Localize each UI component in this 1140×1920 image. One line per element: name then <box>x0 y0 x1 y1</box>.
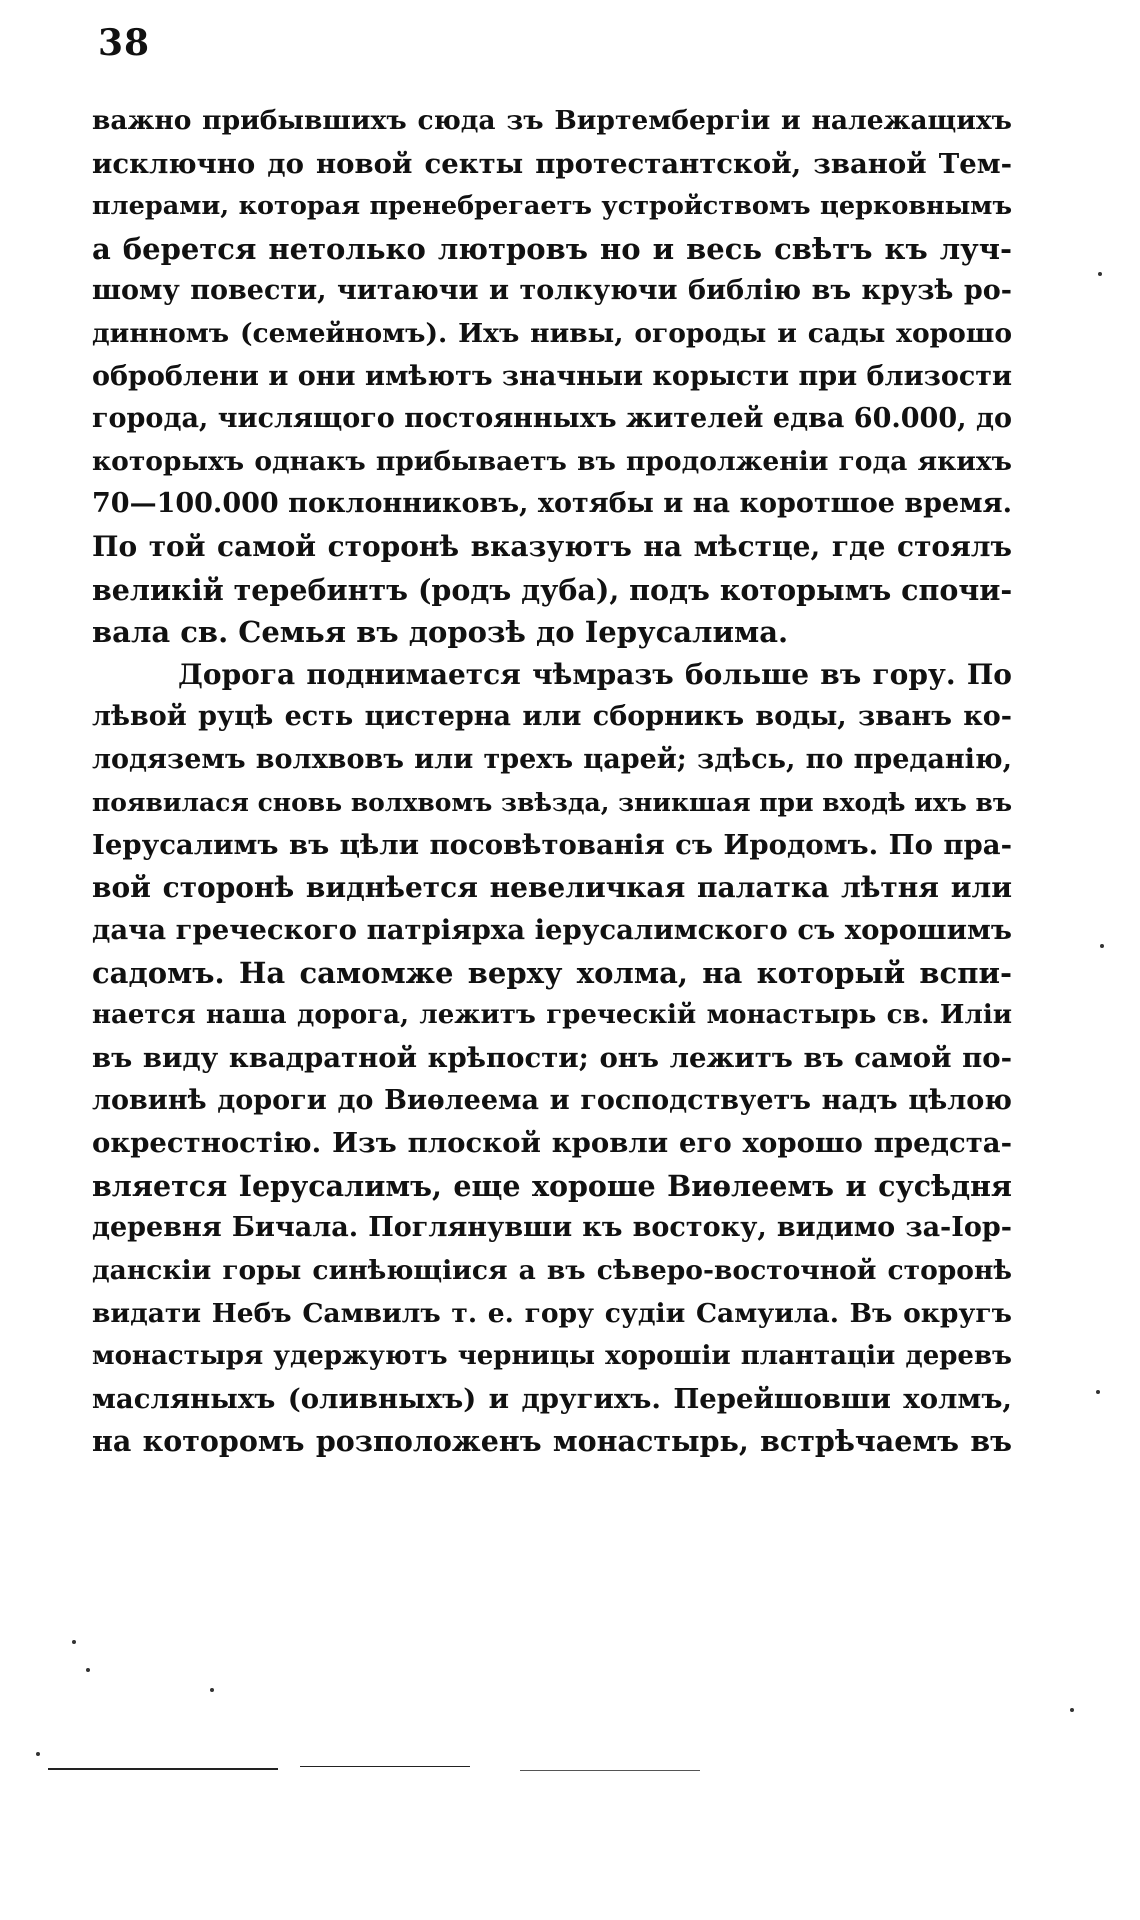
text-line: важно прибывшихъ сюда зъ Виртембергіи и належащихъ <box>92 105 1012 136</box>
text-line: Дорога поднимается чѣмразъ больше въ гору. По <box>178 657 1012 691</box>
text-line: видати Небъ Самвилъ т. е. гору судіи Самуила. Въ округъ <box>92 1297 1012 1329</box>
paragraph <box>92 100 1012 654</box>
scan-rule <box>48 1768 278 1770</box>
text-line: нается наша дорога, лежитъ греческій монастырь св. Иліи <box>92 1000 1012 1031</box>
page-number: 38 <box>98 22 151 64</box>
text-line: плерами, которая пренебрегаетъ устройствомъ церковнымъ <box>92 191 1012 222</box>
text-line: вала св. Семья въ дорозѣ до Іерусалима. <box>92 615 789 650</box>
text-line: города, числящого постоянныхъ жителей едва 60.000, до <box>92 403 1012 435</box>
text-line: 70—100.000 поклонниковъ, хотябы и на коротшое время. <box>92 488 1012 520</box>
text-line: монастыря удержуютъ черницы хорошіи плантаціи деревъ <box>92 1341 1012 1372</box>
text-line: лѣвой руцѣ есть цистерна или сборникъ воды, званъ ко- <box>92 701 1012 733</box>
scan-speck <box>210 1688 214 1692</box>
scan-speck <box>86 1668 90 1672</box>
scan-speck <box>1096 1390 1100 1394</box>
text-line: окрестностію. Изъ плоской кровли его хорошо предста- <box>92 1127 1012 1160</box>
text-line: дача греческого патріярха іерусалимского съ хорошимъ <box>92 914 1012 947</box>
text-line: которыхъ однакъ прибываетъ въ продолженіи года якихъ <box>92 445 1012 477</box>
scan-speck <box>1098 272 1102 276</box>
text-line: шому повести, читаючи и толкуючи библію въ крузѣ ро- <box>92 275 1012 307</box>
text-line: По той самой сторонѣ вказуютъ на мѣстце, где стоялъ <box>92 529 1012 563</box>
text-line: динномъ (семейномъ). Ихъ нивы, огороды и сады хорошо <box>92 317 1012 349</box>
text-line: вой сторонѣ виднѣется невеличкая палатка лѣтня или <box>92 870 1012 904</box>
text-line: лодяземъ волхвовъ или трехъ царей; здѣсь, по преданію, <box>92 743 1012 775</box>
text-line: деревня Бичала. Поглянувши къ востоку, видимо за-Іор- <box>92 1212 1012 1244</box>
text-line: Іерусалимъ въ цѣли посовѣтованія съ Иродомъ. По пра- <box>92 829 1012 862</box>
scan-speck <box>36 1752 40 1756</box>
scan-rule <box>520 1770 700 1771</box>
text-line: появилася сновь волхвомъ звѣзда, зникшая при входѣ ихъ въ <box>92 787 1013 817</box>
text-line: въ виду квадратной крѣпости; онъ лежитъ въ самой по- <box>92 1042 1012 1075</box>
text-line: великій теребинтъ (родъ дуба), подъ которымъ спочи- <box>92 572 1013 607</box>
text-line: а берется нетолько лютровъ но и весь свѣтъ къ луч- <box>92 231 1012 266</box>
scan-speck <box>1070 1708 1074 1712</box>
text-line: исключно до новой секты протестантской, званой Тем- <box>92 147 1012 180</box>
text-line: оброблени и они имѣютъ значныи корысти при близости <box>92 360 1013 392</box>
paragraph <box>92 654 1012 1463</box>
text-line: на которомъ розположенъ монастырь, встрѣчаемъ въ <box>92 1424 1012 1459</box>
text-line: ловинѣ дороги до Виѳлеема и господствуетъ надъ цѣлою <box>92 1084 1012 1116</box>
scan-speck <box>1100 944 1104 948</box>
scan-rule <box>300 1766 470 1767</box>
text-line: садомъ. На самомже верху холма, на который вспи- <box>92 955 1012 990</box>
text-line: масляныхъ (оливныхъ) и другихъ. Перейшовши холмъ, <box>92 1382 1012 1415</box>
text-line: данскіи горы синѣющіися а въ сѣверо-восточной сторонѣ <box>92 1255 1012 1287</box>
scan-speck <box>72 1640 76 1644</box>
body-text <box>92 100 1012 1463</box>
text-line: вляется Іерусалимъ, еще хорошe Виѳлеемъ и сусѣдня <box>92 1168 1012 1203</box>
